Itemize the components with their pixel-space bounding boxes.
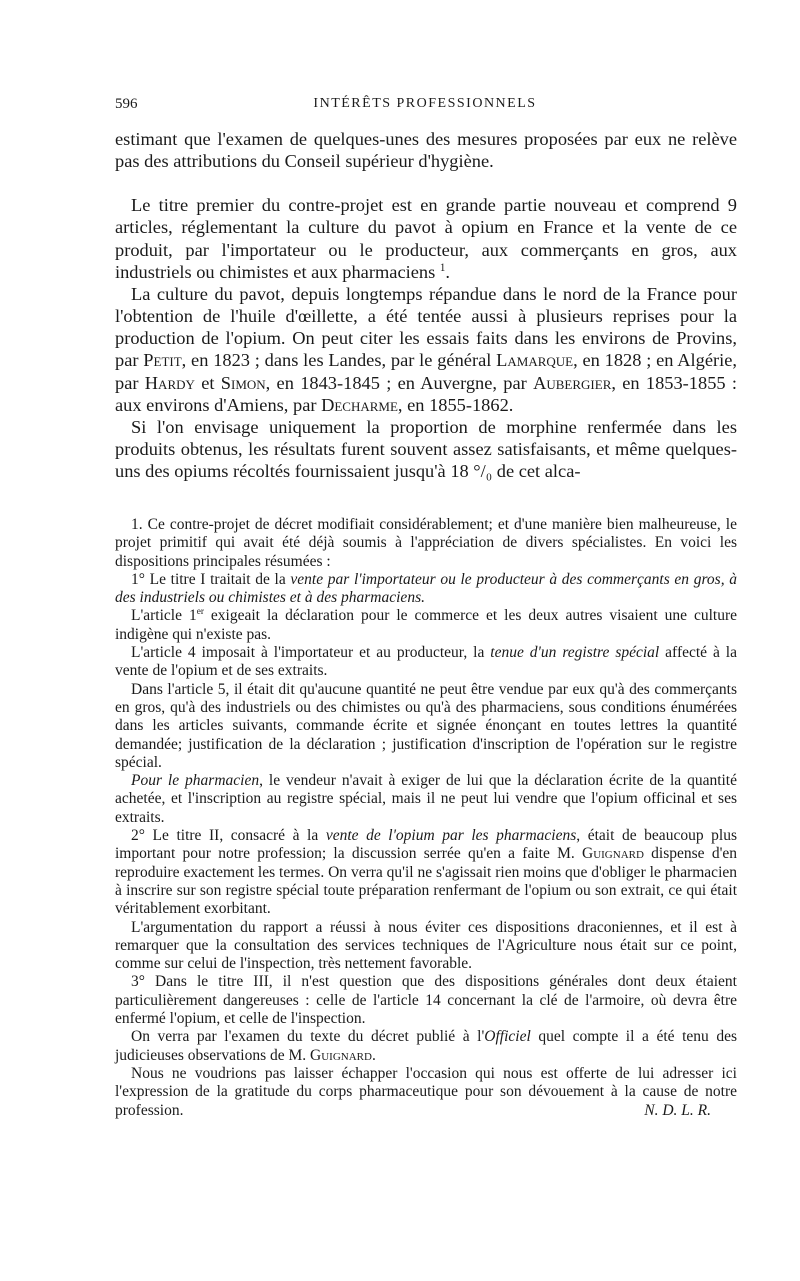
italic-text: vente par l'importateur ou le producteur à des commerçants en gros, à des industriels ou chimistes et à des pharmaciens. — [115, 570, 738, 607]
page-header — [115, 96, 735, 120]
paragraph-text: , en 1853-1855 : aux environs d'Amiens, par — [115, 372, 737, 415]
footnote-text: . — [371, 1046, 376, 1064]
footnote — [115, 827, 737, 918]
footnote — [115, 772, 737, 827]
paragraph: estimant que l'examen de quelques-unes des mesures proposées par eux ne relève pas des attributions du Conseil supérieur d'hygiène. — [115, 129, 737, 172]
italic-text: vente de l'opium par les pharmaciens — [325, 827, 577, 845]
paragraph — [115, 194, 737, 283]
person-name: Guignard — [582, 845, 644, 863]
footnote-text: L'article 4 imposait à l'importateur et au producteur, la — [131, 644, 491, 662]
footnote — [115, 607, 737, 644]
paragraph-text: , en 1828 ; en Algérie, par — [115, 350, 737, 393]
footnote-text: L'article 1 — [131, 607, 197, 625]
superscript: er — [196, 607, 204, 618]
person-name: Simon — [220, 372, 266, 393]
italic-text: tenue d'un registre spécial — [490, 644, 660, 662]
person-name: Aubergier — [533, 372, 612, 393]
paragraph-text: , en 1823 ; dans les Landes, par le général — [181, 350, 497, 371]
paragraph-text: , en 1843-1845 ; en Auvergne, par — [265, 372, 534, 393]
person-name: Decharme — [321, 394, 398, 415]
footnote-text: Nous ne voudrions pas laisser échapper l'occasion qui nous est offerte de lui adresser ici l'expression de la gratitude du corps pharmaceutique pour son dévouement à la cause de notre profession. — [115, 1064, 737, 1119]
footnotes — [115, 516, 737, 1120]
footnote-text: 1° Le titre I traitait de la — [131, 570, 291, 588]
person-name: Hardy — [144, 372, 195, 393]
person-name: Petit — [143, 350, 182, 371]
footnote-text: 2° Le titre II, consacré à la — [131, 827, 326, 845]
footnote — [115, 1065, 737, 1120]
footnote: L'argumentation du rapport a réussi à nous éviter ces dispositions draconiennes, et il est à remarquer que la consultation des services techniques de l'Agriculture nous était sur ce point, comme sur celui de l'inspection, très nettement favorable. — [115, 918, 737, 973]
footnote: 1. Ce contre-projet de décret modifiait considérablement; et d'une manière bien malheureuse, le projet primitif qui avait été déjà soumis à l'appréciation de divers spécialistes. En voici les dispositions principales résumées : — [115, 516, 737, 570]
footnote: 3° Dans le titre III, il n'est question que des dispositions générales dont deux étaient particulièrement dangereuses : celle de l'article 14 concernant la clé de l'armoire, où devra être enfermé l'opium, et celle de l'inspection. — [115, 973, 737, 1028]
main-text — [115, 128, 737, 482]
page-number: 596 — [115, 96, 138, 112]
footnote-text: , était de beaucoup plus important pour notre profession; la discussion serrée qu'en a faite M. — [115, 827, 737, 863]
person-name: Guignard — [310, 1046, 372, 1064]
signature: N. D. L. R. — [644, 1101, 711, 1119]
punctuation: . — [445, 261, 450, 282]
footnote: Dans l'article 5, il était dit qu'aucune quantité ne peut être vendue par eux qu'à des commerçants en gros, qu'à des industriels ou des chimistes ou qu'à des pharmaciens, sous conditions énumérées dans les articles suivants, commande écrite et signée énonçant en toutes lettres la quantité demandée; justification de la déclaration ; justification d'inscription de l'opération sur le registre spécial. — [115, 680, 737, 771]
footnote-text: , le vendeur n'avait à exiger de lui que la déclaration écrite de la quantité achetée, et l'inscription au registre spécial, mais il ne peut lui vendre que l'opium officinal et ses extraits. — [115, 772, 737, 826]
footnote-ref[interactable]: 1 — [439, 261, 446, 274]
footnote-text: dispense d'en reproduire exactement les termes. On verra qu'il ne s'agissait rien moins que d'obliger le pharmacien à inscrire sur son registre spécial toute préparation renfermant de l'opium ou son extrait, ce qui était véritablement exorbitant. — [115, 845, 737, 918]
italic-text: Pour le pharmacien — [131, 772, 260, 790]
paragraph-text: , en 1855-1862. — [397, 394, 514, 415]
person-name: Lamarque — [496, 350, 574, 371]
italic-text: Officiel — [484, 1028, 531, 1046]
paragraph: Si l'on envisage uniquement la proportion de morphine renfermée dans les produits obtenus, les résultats furent souvent assez satisfaisants, et même quelques-uns des opiums récoltés fournissaient jusqu'à 18 °/₀ de cet alca- — [115, 416, 737, 482]
footnote-text: On verra par l'examen du texte du décret publié à l' — [131, 1028, 485, 1046]
paragraph — [115, 283, 737, 416]
footnote — [115, 1028, 737, 1065]
footnote-text: quel compte il a été tenu des judicieuses observations de M. — [115, 1028, 737, 1064]
footnote — [115, 571, 737, 608]
footnote — [115, 644, 737, 681]
footnote-text: affecté à la vente de l'opium et de ses extraits. — [115, 644, 737, 680]
paragraph-text: Le titre premier du contre-projet est en grande partie nouveau et comprend 9 articles, réglementant la culture du pavot à opium en France et la vente de ce produit, par l'importateur ou le producteur, aux commerçants en gros, aux industriels ou chimistes et aux pharmaciens — [115, 195, 737, 282]
running-title: INTÉRÊTS PROFESSIONNELS — [313, 96, 537, 111]
paragraph-text: et — [194, 372, 221, 393]
paragraph-text: La culture du pavot, depuis longtemps répandue dans le nord de la France pour l'obtention de l'huile d'œillette, a été tentée aussi à plusieurs reprises pour la production de l'opium. On peut citer les essais faits dans les environs de Provins, par — [115, 283, 737, 371]
footnote-text: exigeait la déclaration pour le commerce et les deux autres visaient une culture indigène qui n'existe pas. — [115, 607, 738, 643]
